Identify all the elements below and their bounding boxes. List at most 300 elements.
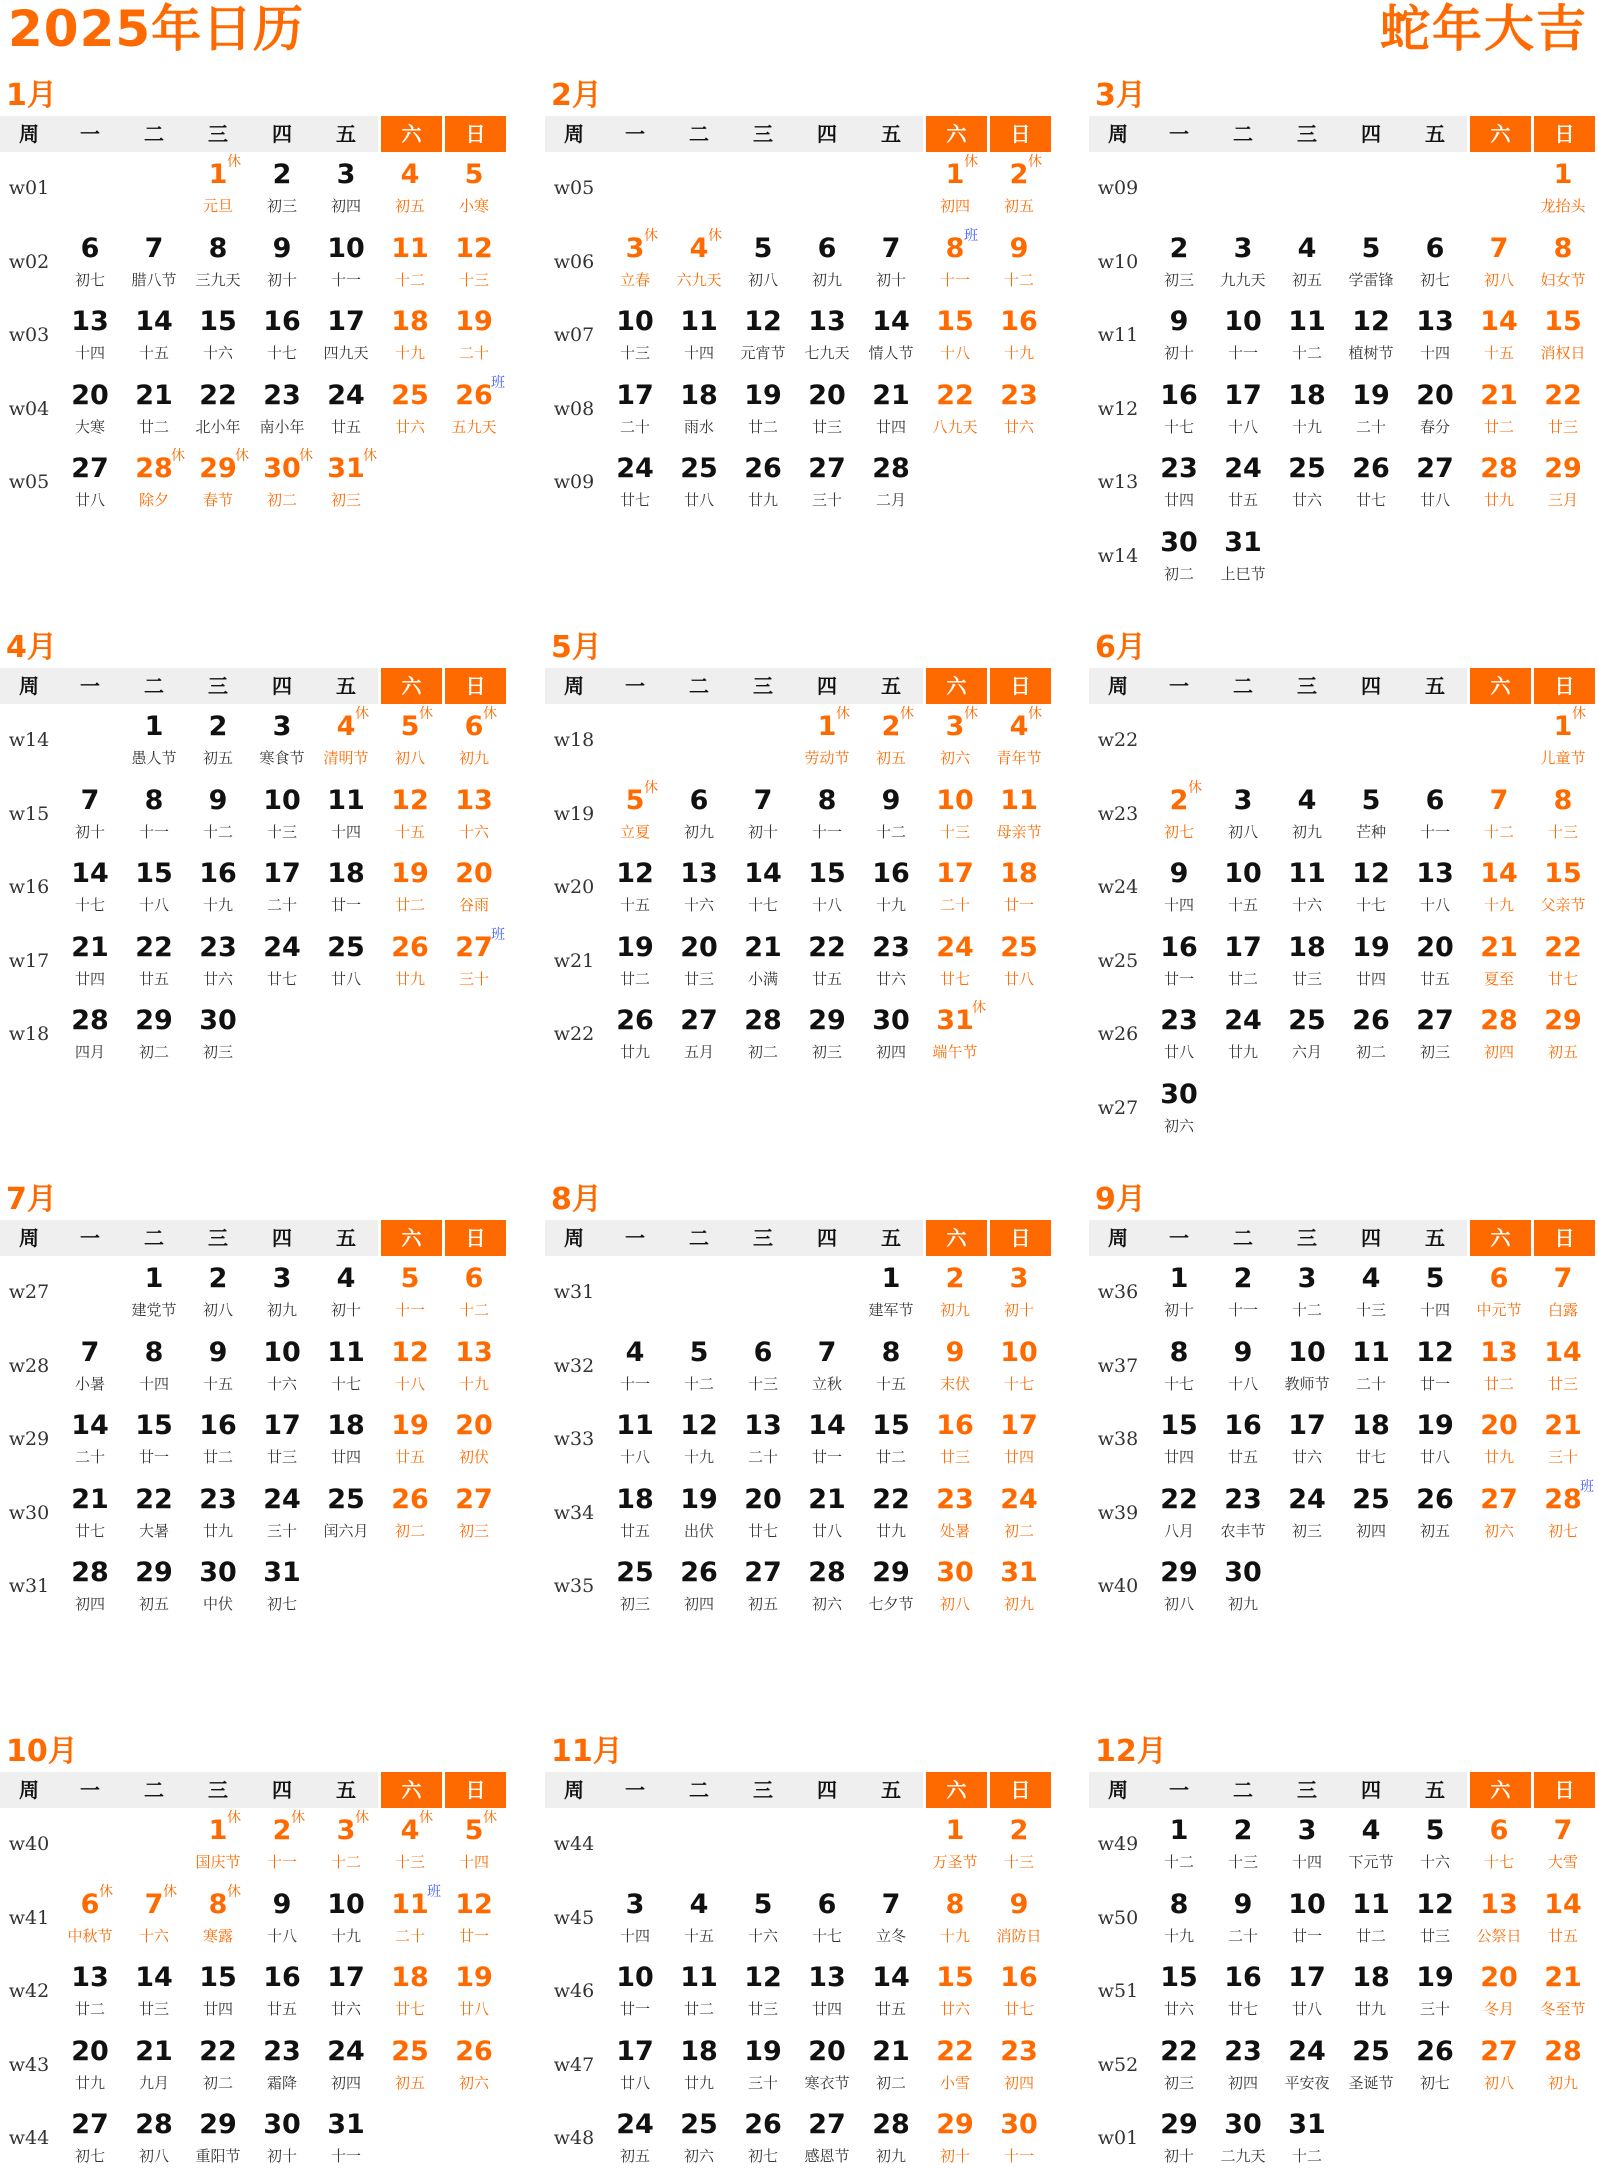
day-cell[interactable] xyxy=(795,2029,859,2103)
day-cell[interactable] xyxy=(923,998,987,1072)
day-cell[interactable] xyxy=(442,1477,506,1551)
day-cell[interactable] xyxy=(859,1477,923,1551)
day-cell[interactable] xyxy=(314,925,378,999)
day-cell[interactable] xyxy=(923,1330,987,1404)
day-cell[interactable] xyxy=(1275,1477,1339,1551)
day-cell[interactable] xyxy=(667,446,731,520)
day-cell[interactable] xyxy=(1403,1403,1467,1477)
day-cell[interactable] xyxy=(314,299,378,373)
day-cell[interactable] xyxy=(667,1955,731,2029)
day-cell[interactable] xyxy=(314,1477,378,1551)
day-cell[interactable] xyxy=(1467,446,1531,520)
day-cell[interactable] xyxy=(667,1550,731,1624)
day-cell[interactable] xyxy=(1275,2029,1339,2103)
day-cell[interactable] xyxy=(250,1403,314,1477)
day-cell[interactable] xyxy=(1403,925,1467,999)
day-cell[interactable] xyxy=(122,1403,186,1477)
day-cell[interactable] xyxy=(122,925,186,999)
day-cell[interactable] xyxy=(795,446,859,520)
day-cell[interactable] xyxy=(731,1403,795,1477)
day-cell[interactable] xyxy=(795,1550,859,1624)
day-cell[interactable] xyxy=(859,446,923,520)
day-cell[interactable] xyxy=(442,1808,506,1882)
day-cell[interactable] xyxy=(1531,778,1595,852)
day-cell[interactable] xyxy=(122,1955,186,2029)
day-cell[interactable] xyxy=(378,373,442,447)
day-cell[interactable] xyxy=(1339,1882,1403,1956)
day-cell[interactable] xyxy=(859,851,923,925)
day-cell[interactable] xyxy=(314,1256,378,1330)
day-cell[interactable] xyxy=(250,446,314,520)
day-cell[interactable] xyxy=(923,925,987,999)
day-cell[interactable] xyxy=(1467,1256,1531,1330)
day-cell[interactable] xyxy=(1147,226,1211,300)
day-cell[interactable] xyxy=(1339,1808,1403,1882)
day-cell[interactable] xyxy=(1147,2029,1211,2103)
day-cell[interactable] xyxy=(1467,226,1531,300)
day-cell[interactable] xyxy=(442,1955,506,2029)
day-cell[interactable] xyxy=(1467,851,1531,925)
day-cell[interactable] xyxy=(1531,851,1595,925)
day-cell[interactable] xyxy=(58,1477,122,1551)
day-cell[interactable] xyxy=(1531,152,1595,226)
day-cell[interactable] xyxy=(1531,704,1595,778)
day-cell[interactable] xyxy=(186,373,250,447)
day-cell[interactable] xyxy=(731,1955,795,2029)
day-cell[interactable] xyxy=(1339,1477,1403,1551)
day-cell[interactable] xyxy=(859,925,923,999)
day-cell[interactable] xyxy=(1531,1882,1595,1956)
day-cell[interactable] xyxy=(1531,1403,1595,1477)
day-cell[interactable] xyxy=(1211,778,1275,852)
day-cell[interactable] xyxy=(122,299,186,373)
day-cell[interactable] xyxy=(731,1550,795,1624)
day-cell[interactable] xyxy=(667,998,731,1072)
day-cell[interactable] xyxy=(1275,2102,1339,2169)
day-cell[interactable] xyxy=(987,2102,1051,2169)
day-cell[interactable] xyxy=(667,778,731,852)
day-cell[interactable] xyxy=(186,998,250,1072)
day-cell[interactable] xyxy=(314,2102,378,2169)
day-cell[interactable] xyxy=(314,373,378,447)
day-cell[interactable] xyxy=(378,778,442,852)
day-cell[interactable] xyxy=(1467,778,1531,852)
day-cell[interactable] xyxy=(795,2102,859,2169)
day-cell[interactable] xyxy=(731,925,795,999)
day-cell[interactable] xyxy=(603,226,667,300)
day-cell[interactable] xyxy=(122,446,186,520)
day-cell[interactable] xyxy=(603,373,667,447)
day-cell[interactable] xyxy=(58,998,122,1072)
day-cell[interactable] xyxy=(1403,373,1467,447)
day-cell[interactable] xyxy=(731,1330,795,1404)
day-cell[interactable] xyxy=(667,299,731,373)
day-cell[interactable] xyxy=(1211,1477,1275,1551)
day-cell[interactable] xyxy=(122,778,186,852)
day-cell[interactable] xyxy=(186,1256,250,1330)
day-cell[interactable] xyxy=(442,226,506,300)
day-cell[interactable] xyxy=(58,446,122,520)
day-cell[interactable] xyxy=(58,2102,122,2169)
day-cell[interactable] xyxy=(186,299,250,373)
day-cell[interactable] xyxy=(731,446,795,520)
day-cell[interactable] xyxy=(58,1403,122,1477)
day-cell[interactable] xyxy=(1275,851,1339,925)
day-cell[interactable] xyxy=(1147,778,1211,852)
day-cell[interactable] xyxy=(1339,446,1403,520)
day-cell[interactable] xyxy=(603,778,667,852)
day-cell[interactable] xyxy=(731,851,795,925)
day-cell[interactable] xyxy=(58,1955,122,2029)
day-cell[interactable] xyxy=(442,1882,506,1956)
day-cell[interactable] xyxy=(1467,373,1531,447)
day-cell[interactable] xyxy=(667,2029,731,2103)
day-cell[interactable] xyxy=(378,1256,442,1330)
day-cell[interactable] xyxy=(667,1477,731,1551)
day-cell[interactable] xyxy=(1339,778,1403,852)
day-cell[interactable] xyxy=(250,1955,314,2029)
day-cell[interactable] xyxy=(1147,925,1211,999)
day-cell[interactable] xyxy=(1275,1955,1339,2029)
day-cell[interactable] xyxy=(58,299,122,373)
day-cell[interactable] xyxy=(859,299,923,373)
day-cell[interactable] xyxy=(1339,1955,1403,2029)
day-cell[interactable] xyxy=(1211,851,1275,925)
day-cell[interactable] xyxy=(1211,2102,1275,2169)
day-cell[interactable] xyxy=(1339,1403,1403,1477)
day-cell[interactable] xyxy=(667,1330,731,1404)
day-cell[interactable] xyxy=(1211,1882,1275,1956)
day-cell[interactable] xyxy=(923,704,987,778)
day-cell[interactable] xyxy=(250,1330,314,1404)
day-cell[interactable] xyxy=(1211,446,1275,520)
day-cell[interactable] xyxy=(250,1882,314,1956)
day-cell[interactable] xyxy=(1147,998,1211,1072)
day-cell[interactable] xyxy=(1211,1403,1275,1477)
day-cell[interactable] xyxy=(122,851,186,925)
day-cell[interactable] xyxy=(378,1330,442,1404)
day-cell[interactable] xyxy=(795,1477,859,1551)
day-cell[interactable] xyxy=(859,2102,923,2169)
day-cell[interactable] xyxy=(442,373,506,447)
day-cell[interactable] xyxy=(667,2102,731,2169)
day-cell[interactable] xyxy=(1339,2029,1403,2103)
day-cell[interactable] xyxy=(378,1403,442,1477)
day-cell[interactable] xyxy=(186,1477,250,1551)
day-cell[interactable] xyxy=(250,373,314,447)
day-cell[interactable] xyxy=(603,925,667,999)
day-cell[interactable] xyxy=(859,226,923,300)
day-cell[interactable] xyxy=(1467,1955,1531,2029)
day-cell[interactable] xyxy=(923,1955,987,2029)
day-cell[interactable] xyxy=(987,373,1051,447)
day-cell[interactable] xyxy=(186,1808,250,1882)
day-cell[interactable] xyxy=(859,1330,923,1404)
day-cell[interactable] xyxy=(603,1403,667,1477)
day-cell[interactable] xyxy=(987,1882,1051,1956)
day-cell[interactable] xyxy=(987,1550,1051,1624)
day-cell[interactable] xyxy=(378,2029,442,2103)
day-cell[interactable] xyxy=(442,2029,506,2103)
day-cell[interactable] xyxy=(378,226,442,300)
day-cell[interactable] xyxy=(667,226,731,300)
day-cell[interactable] xyxy=(859,998,923,1072)
day-cell[interactable] xyxy=(923,778,987,852)
day-cell[interactable] xyxy=(378,704,442,778)
day-cell[interactable] xyxy=(250,299,314,373)
day-cell[interactable] xyxy=(1403,1256,1467,1330)
day-cell[interactable] xyxy=(1211,1256,1275,1330)
day-cell[interactable] xyxy=(795,704,859,778)
day-cell[interactable] xyxy=(1147,1882,1211,1956)
day-cell[interactable] xyxy=(987,778,1051,852)
day-cell[interactable] xyxy=(250,152,314,226)
day-cell[interactable] xyxy=(378,925,442,999)
day-cell[interactable] xyxy=(667,1403,731,1477)
day-cell[interactable] xyxy=(987,1955,1051,2029)
day-cell[interactable] xyxy=(442,152,506,226)
day-cell[interactable] xyxy=(250,1550,314,1624)
day-cell[interactable] xyxy=(1531,1256,1595,1330)
day-cell[interactable] xyxy=(731,778,795,852)
day-cell[interactable] xyxy=(378,851,442,925)
day-cell[interactable] xyxy=(603,1477,667,1551)
day-cell[interactable] xyxy=(859,1403,923,1477)
day-cell[interactable] xyxy=(1147,1477,1211,1551)
day-cell[interactable] xyxy=(1403,226,1467,300)
day-cell[interactable] xyxy=(250,2102,314,2169)
day-cell[interactable] xyxy=(442,925,506,999)
day-cell[interactable] xyxy=(378,152,442,226)
day-cell[interactable] xyxy=(1211,1808,1275,1882)
day-cell[interactable] xyxy=(603,998,667,1072)
day-cell[interactable] xyxy=(1403,299,1467,373)
day-cell[interactable] xyxy=(795,1955,859,2029)
day-cell[interactable] xyxy=(1467,925,1531,999)
day-cell[interactable] xyxy=(923,373,987,447)
day-cell[interactable] xyxy=(731,299,795,373)
day-cell[interactable] xyxy=(987,1403,1051,1477)
day-cell[interactable] xyxy=(731,998,795,1072)
day-cell[interactable] xyxy=(58,1550,122,1624)
day-cell[interactable] xyxy=(122,1550,186,1624)
day-cell[interactable] xyxy=(859,1882,923,1956)
day-cell[interactable] xyxy=(795,226,859,300)
day-cell[interactable] xyxy=(442,1330,506,1404)
day-cell[interactable] xyxy=(1147,1955,1211,2029)
day-cell[interactable] xyxy=(859,373,923,447)
day-cell[interactable] xyxy=(1403,1477,1467,1551)
day-cell[interactable] xyxy=(250,1477,314,1551)
day-cell[interactable] xyxy=(923,1550,987,1624)
day-cell[interactable] xyxy=(859,2029,923,2103)
day-cell[interactable] xyxy=(1275,925,1339,999)
day-cell[interactable] xyxy=(1211,1550,1275,1624)
day-cell[interactable] xyxy=(1147,1256,1211,1330)
day-cell[interactable] xyxy=(58,373,122,447)
day-cell[interactable] xyxy=(1339,1256,1403,1330)
day-cell[interactable] xyxy=(1147,1330,1211,1404)
day-cell[interactable] xyxy=(795,299,859,373)
day-cell[interactable] xyxy=(603,2029,667,2103)
day-cell[interactable] xyxy=(1211,925,1275,999)
day-cell[interactable] xyxy=(1211,1330,1275,1404)
day-cell[interactable] xyxy=(58,226,122,300)
day-cell[interactable] xyxy=(1275,1403,1339,1477)
day-cell[interactable] xyxy=(442,704,506,778)
day-cell[interactable] xyxy=(1275,1808,1339,1882)
day-cell[interactable] xyxy=(378,299,442,373)
day-cell[interactable] xyxy=(186,778,250,852)
day-cell[interactable] xyxy=(122,1256,186,1330)
day-cell[interactable] xyxy=(923,1808,987,1882)
day-cell[interactable] xyxy=(1211,373,1275,447)
day-cell[interactable] xyxy=(1403,998,1467,1072)
day-cell[interactable] xyxy=(1211,2029,1275,2103)
day-cell[interactable] xyxy=(1339,299,1403,373)
day-cell[interactable] xyxy=(314,2029,378,2103)
day-cell[interactable] xyxy=(603,2102,667,2169)
day-cell[interactable] xyxy=(987,1330,1051,1404)
day-cell[interactable] xyxy=(1275,1330,1339,1404)
day-cell[interactable] xyxy=(987,704,1051,778)
day-cell[interactable] xyxy=(795,851,859,925)
day-cell[interactable] xyxy=(1275,778,1339,852)
day-cell[interactable] xyxy=(987,851,1051,925)
day-cell[interactable] xyxy=(1147,851,1211,925)
day-cell[interactable] xyxy=(923,1882,987,1956)
day-cell[interactable] xyxy=(378,1882,442,1956)
day-cell[interactable] xyxy=(250,1808,314,1882)
day-cell[interactable] xyxy=(186,2102,250,2169)
day-cell[interactable] xyxy=(442,1403,506,1477)
day-cell[interactable] xyxy=(1211,998,1275,1072)
day-cell[interactable] xyxy=(122,1330,186,1404)
day-cell[interactable] xyxy=(1531,1955,1595,2029)
day-cell[interactable] xyxy=(58,851,122,925)
day-cell[interactable] xyxy=(186,1882,250,1956)
day-cell[interactable] xyxy=(859,1550,923,1624)
day-cell[interactable] xyxy=(250,704,314,778)
day-cell[interactable] xyxy=(1531,373,1595,447)
day-cell[interactable] xyxy=(795,998,859,1072)
day-cell[interactable] xyxy=(987,925,1051,999)
day-cell[interactable] xyxy=(1467,1477,1531,1551)
day-cell[interactable] xyxy=(186,2029,250,2103)
day-cell[interactable] xyxy=(186,925,250,999)
day-cell[interactable] xyxy=(186,704,250,778)
day-cell[interactable] xyxy=(1147,1403,1211,1477)
day-cell[interactable] xyxy=(186,851,250,925)
day-cell[interactable] xyxy=(1147,1072,1211,1146)
day-cell[interactable] xyxy=(1339,925,1403,999)
day-cell[interactable] xyxy=(186,1330,250,1404)
day-cell[interactable] xyxy=(314,1808,378,1882)
day-cell[interactable] xyxy=(923,2102,987,2169)
day-cell[interactable] xyxy=(923,226,987,300)
day-cell[interactable] xyxy=(987,226,1051,300)
day-cell[interactable] xyxy=(731,1882,795,1956)
day-cell[interactable] xyxy=(1467,1403,1531,1477)
day-cell[interactable] xyxy=(731,373,795,447)
day-cell[interactable] xyxy=(378,1955,442,2029)
day-cell[interactable] xyxy=(1467,299,1531,373)
day-cell[interactable] xyxy=(1147,373,1211,447)
day-cell[interactable] xyxy=(314,851,378,925)
day-cell[interactable] xyxy=(1531,2029,1595,2103)
day-cell[interactable] xyxy=(1275,998,1339,1072)
day-cell[interactable] xyxy=(1403,1330,1467,1404)
day-cell[interactable] xyxy=(122,226,186,300)
day-cell[interactable] xyxy=(859,1955,923,2029)
day-cell[interactable] xyxy=(250,226,314,300)
day-cell[interactable] xyxy=(923,2029,987,2103)
day-cell[interactable] xyxy=(987,299,1051,373)
day-cell[interactable] xyxy=(1403,1808,1467,1882)
day-cell[interactable] xyxy=(667,925,731,999)
day-cell[interactable] xyxy=(859,704,923,778)
day-cell[interactable] xyxy=(314,704,378,778)
day-cell[interactable] xyxy=(1403,446,1467,520)
day-cell[interactable] xyxy=(58,778,122,852)
day-cell[interactable] xyxy=(1339,998,1403,1072)
day-cell[interactable] xyxy=(1467,998,1531,1072)
day-cell[interactable] xyxy=(859,778,923,852)
day-cell[interactable] xyxy=(667,1882,731,1956)
day-cell[interactable] xyxy=(731,1477,795,1551)
day-cell[interactable] xyxy=(122,998,186,1072)
day-cell[interactable] xyxy=(923,851,987,925)
day-cell[interactable] xyxy=(1147,299,1211,373)
day-cell[interactable] xyxy=(58,1330,122,1404)
day-cell[interactable] xyxy=(667,373,731,447)
day-cell[interactable] xyxy=(122,704,186,778)
day-cell[interactable] xyxy=(1467,1808,1531,1882)
day-cell[interactable] xyxy=(314,778,378,852)
day-cell[interactable] xyxy=(923,299,987,373)
day-cell[interactable] xyxy=(250,778,314,852)
day-cell[interactable] xyxy=(122,373,186,447)
day-cell[interactable] xyxy=(58,2029,122,2103)
day-cell[interactable] xyxy=(795,778,859,852)
day-cell[interactable] xyxy=(58,1882,122,1956)
day-cell[interactable] xyxy=(1339,373,1403,447)
day-cell[interactable] xyxy=(250,851,314,925)
day-cell[interactable] xyxy=(1531,299,1595,373)
day-cell[interactable] xyxy=(1339,226,1403,300)
day-cell[interactable] xyxy=(314,1330,378,1404)
day-cell[interactable] xyxy=(1275,373,1339,447)
day-cell[interactable] xyxy=(795,1330,859,1404)
day-cell[interactable] xyxy=(1147,1808,1211,1882)
day-cell[interactable] xyxy=(1403,2029,1467,2103)
day-cell[interactable] xyxy=(250,2029,314,2103)
day-cell[interactable] xyxy=(603,1550,667,1624)
day-cell[interactable] xyxy=(1403,851,1467,925)
day-cell[interactable] xyxy=(1531,1477,1595,1551)
day-cell[interactable] xyxy=(923,1477,987,1551)
day-cell[interactable] xyxy=(378,1808,442,1882)
day-cell[interactable] xyxy=(186,1550,250,1624)
day-cell[interactable] xyxy=(1531,1808,1595,1882)
day-cell[interactable] xyxy=(603,299,667,373)
day-cell[interactable] xyxy=(442,1256,506,1330)
day-cell[interactable] xyxy=(923,1256,987,1330)
day-cell[interactable] xyxy=(859,1256,923,1330)
day-cell[interactable] xyxy=(795,373,859,447)
day-cell[interactable] xyxy=(314,1882,378,1956)
day-cell[interactable] xyxy=(314,1403,378,1477)
